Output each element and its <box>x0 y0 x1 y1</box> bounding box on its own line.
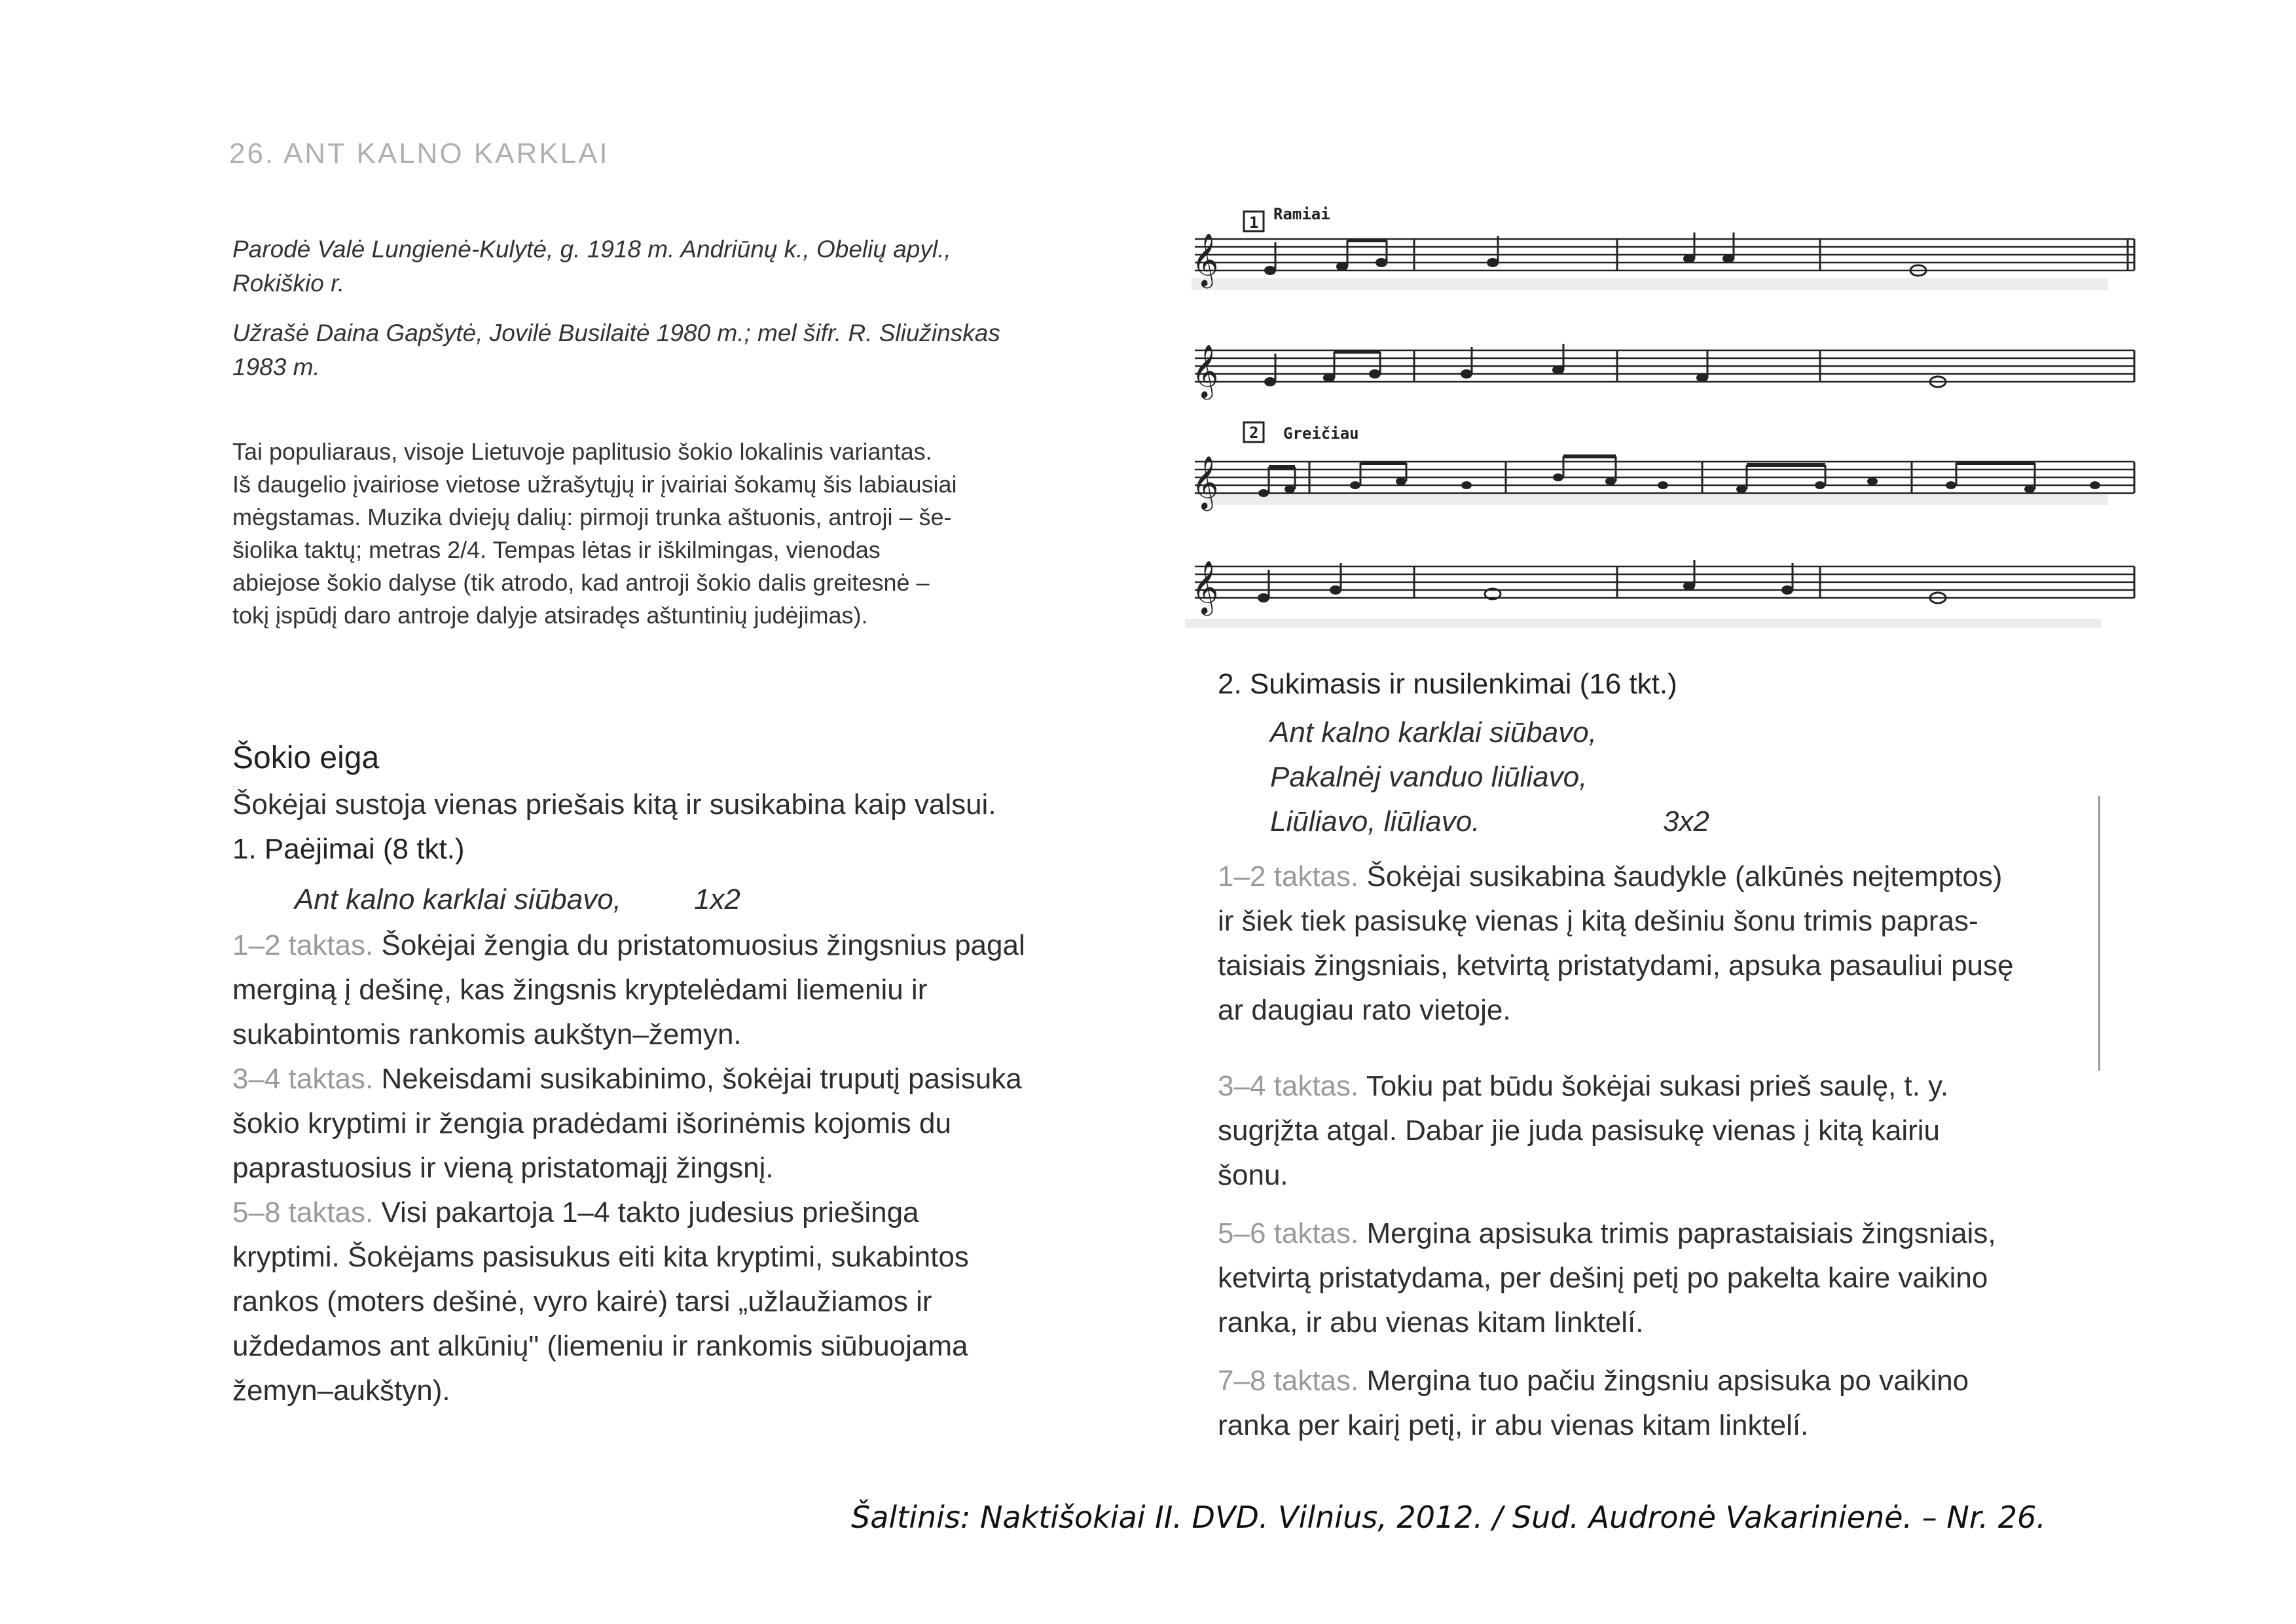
intro-line: tokį įspūdį daro antroje dalyje atsiradęs aštuntinių judėjimas). <box>232 602 868 629</box>
part2-step: 7–8 taktas. Mergina tuo pačiu žingsniu apsisuka po vaikino ranka per kairį petį, ir abu vienas kitam linktelí. <box>1218 1365 1969 1441</box>
svg-text:𝄞: 𝄞 <box>1192 344 1219 397</box>
part2-repeat: 3x2 <box>1663 805 1709 838</box>
step-label: 3–4 taktas. <box>232 1063 374 1095</box>
part1-repeat: 1x2 <box>694 883 740 915</box>
part2-lyric: Liūliavo, liūliavo. <box>1270 805 1480 838</box>
intro-line: šiolika taktų; metras 2/4. Tempas lėtas ir iškilmingas, vienodas <box>232 536 881 563</box>
source-citation: Šaltinis: Naktišokiai II. DVD. Vilnius, 2012. / Sud. Audronė Vakarinienė. – Nr. 26. <box>851 1500 2046 1535</box>
part1-step: 5–8 taktas. Visi pakartoja 1–4 takto judesius priešinga kryptimi. Šokėjams pasisukus eiti kita kryptimi, sukabintos rankos (moters dešinė, vyro kairė) tarsi „užlaužiamos ir uždedamos ant alkūnių" (liemeniu ir rankomis siūbuojama žemyn–aukštyn). <box>232 1196 969 1407</box>
step-label: 1–2 taktas. <box>232 929 374 961</box>
recorder-line-1: Užrašė Daina Gapšytė, Jovilė Busilaitė 1980 m.; mel šifr. R. Sliužinskas <box>232 320 1000 346</box>
section2-label: Greičiau <box>1283 424 1359 443</box>
part2-step: 1–2 taktas. Šokėjai susikabina šaudykle (alkūnės neįtemptos) ir šiek tiek pasisukę vienas į kitą dešiniu šonu trimis papras- taisiais žingsniais, ketvirtą pristatydami, apsuka pasauliui pusę ar daugiau rato vietoje. <box>1218 860 2014 1026</box>
part1-lyric: Ant kalno karklai siūbavo, <box>295 883 621 915</box>
informant-line-1: Parodė Valė Lungienė-Kulytė, g. 1918 m. Andriūnų k., Obelių apyl., <box>232 236 951 263</box>
part2-step: 3–4 taktas. Tokiu pat būdu šokėjai sukasi prieš saulę, t. y. sugrįžta atgal. Dabar jie juda pasisukę vienas į kitą kairiu šonu. <box>1218 1070 1949 1191</box>
step-label: 5–8 taktas. <box>232 1196 374 1228</box>
intro-line: mėgstamas. Muzika dviejų dalių: pirmoji trunka aštuonis, antroji – še- <box>232 504 952 530</box>
section2-number: 2 <box>1249 424 1259 442</box>
section1-label: Ramiai <box>1273 205 1330 223</box>
sheet-music-svg <box>1165 167 2147 638</box>
step-label: 7–8 taktas. <box>1218 1365 1359 1397</box>
margin-rule <box>2098 796 2100 1071</box>
recorder-line-2: 1983 m. <box>232 354 320 380</box>
svg-text:𝄞: 𝄞 <box>1192 560 1219 614</box>
part2-lyric: Ant kalno karklai siūbavo, <box>1270 716 1597 748</box>
page-title: 26. ANT KALNO KARKLAI <box>229 138 610 170</box>
intro-line: Iš daugelio įvairiose vietose užrašytųjų ir įvairiai šokamų šis labiausiai <box>232 471 957 498</box>
sheet-music <box>1165 167 2147 638</box>
intro-line: abiejose šokio dalyse (tik atrodo, kad antroji šokio dalis greitesnė – <box>232 569 930 596</box>
section1-number: 1 <box>1249 213 1259 232</box>
step-label: 1–2 taktas. <box>1218 860 1359 893</box>
informant-line-2: Rokiškio r. <box>232 270 345 297</box>
setup-text: Šokėjai sustoja vienas priešais kitą ir susikabina kaip valsui. <box>232 788 996 821</box>
section-heading: Šokio eiga <box>232 741 380 775</box>
svg-text:𝄞: 𝄞 <box>1192 455 1219 509</box>
part2-title: 2. Sukimasis ir nusilenkimai (16 tkt.) <box>1218 668 1677 700</box>
part1-step: 1–2 taktas. Šokėjai žengia du pristatomuosius žingsnius pagal merginą į dešinę, kas žingsnis kryptelėdami liemeniu ir sukabintomis rankomis aukštyn–žemyn. <box>232 929 1025 1050</box>
step-label: 5–6 taktas. <box>1218 1217 1359 1249</box>
part1-step: 3–4 taktas. Nekeisdami susikabinimo, šokėjai truputį pasisuka šokio kryptimi ir žengia pradėdami išorinėmis kojomis du paprastuosius ir vieną pristatomąjį žingsnį. <box>232 1063 1022 1184</box>
step-label: 3–4 taktas. <box>1218 1070 1359 1102</box>
part1-title: 1. Paėjimai (8 tkt.) <box>232 833 465 865</box>
svg-text:𝄞: 𝄞 <box>1192 232 1219 286</box>
intro-line: Tai populiaraus, visoje Lietuvoje paplitusio šokio lokalinis variantas. <box>232 438 932 465</box>
part2-step: 5–6 taktas. Mergina apsisuka trimis paprastaisiais žingsniais, ketvirtą pristatydama, per dešinį petį po pakelta kaire vaikino ranka, ir abu vienas kitam linktelí. <box>1218 1217 1996 1338</box>
part2-lyric: Pakalnėj vanduo liūliavo, <box>1270 761 1588 793</box>
